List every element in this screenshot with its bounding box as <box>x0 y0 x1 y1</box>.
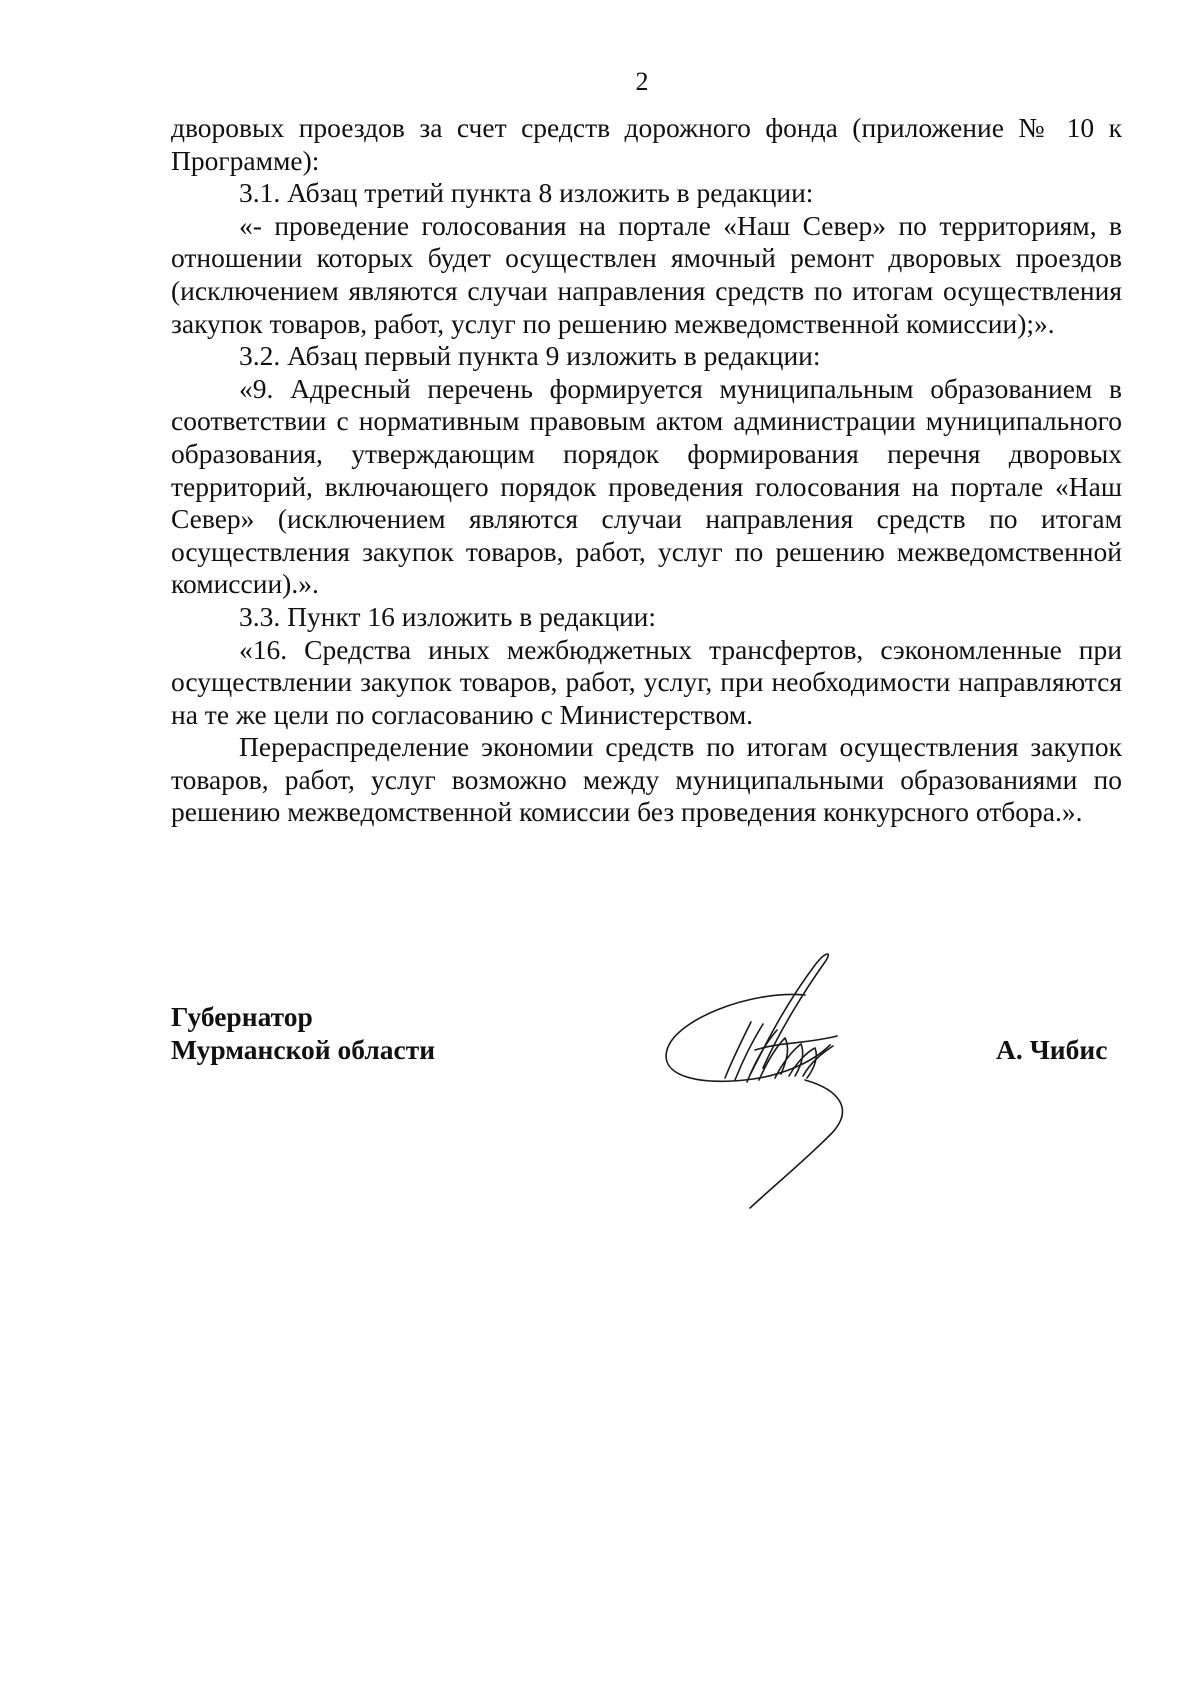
paragraph-redistribution: Перераспределение экономии средств по итогам осуществления закупок товаров, работ, услуг возможно между муниципальными образованиями по решению межведомственной комиссии без проведения конкурсного отбора.». <box>171 731 1122 828</box>
signatory-title-line2: Мурманской области <box>171 1034 436 1065</box>
page-number: 2 <box>635 67 649 96</box>
signatory-name: А. Чибис <box>996 1034 1108 1065</box>
paragraph-3-2-heading: 3.2. Абзац первый пункта 9 изложить в редакции: <box>239 340 821 372</box>
signatory-title <box>171 1000 435 1066</box>
signatory-title-line1: Губернатор <box>171 1001 313 1032</box>
handwritten-signature <box>655 950 935 1210</box>
paragraph-3-1-text: «- проведение голосования на портале «Наш Север» по территориям, в отношении которых будет осуществлен ямочный ремонт дворовых проездов (исключением являются случаи направления средств по итогам осуществления закупок товаров, работ, услуг по решению межведомственной комиссии);». <box>171 209 1122 339</box>
paragraph-3-3-text: «16. Средства иных межбюджетных трансфертов, сэкономленные при осуществлении закупок товаров, работ, услуг, при необходимости направляются на те же цели по согласованию с Министерством. <box>171 633 1122 730</box>
paragraph-3-2-text: «9. Адресный перечень формируется муниципальным образованием в соответствии с нормативным правовым актом администрации муниципального образования, утверждающим порядок формирования перечня дворовых территорий, включающего порядок проведения голосования на портале «Наш Север» (исключением являются случаи направления средств по итогам осуществления закупок товаров, работ, услуг по решению межведомственной комиссии).». <box>171 372 1122 600</box>
paragraph-3-3-heading: 3.3. Пункт 16 изложить в редакции: <box>239 600 657 632</box>
paragraph-3-1-heading: 3.1. Абзац третий пункта 8 изложить в редакции: <box>239 177 814 209</box>
paragraph-continuation: дворовых проездов за счет средств дорожного фонда (приложение № 10 к Программе): <box>171 112 1122 176</box>
